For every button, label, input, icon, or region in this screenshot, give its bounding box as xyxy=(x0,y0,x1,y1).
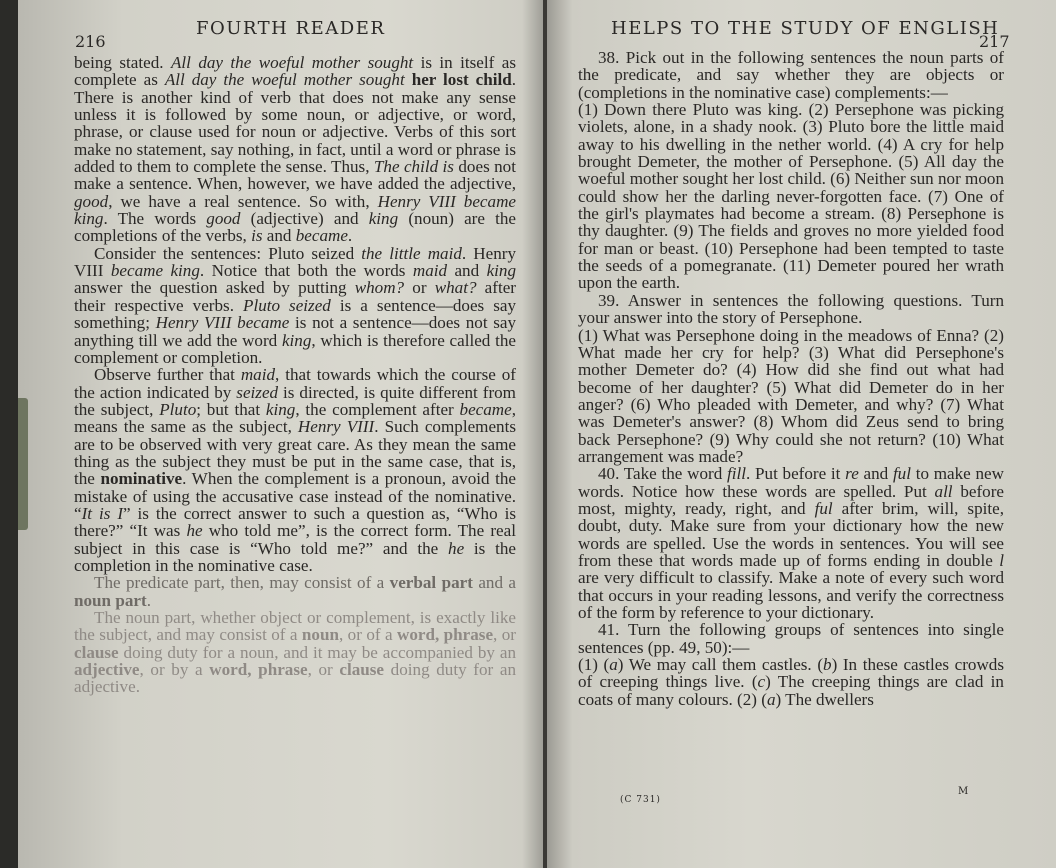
exercise-38: 38. Pick out in the following sentences the noun parts of the predicate, and say whether they are objects or (completions in the nominative case) complements:— xyxy=(578,48,1004,102)
left-paragraph-3: Observe further that maid, that towards which the course of the action indicated by seized is directed, is quite different from the subject, Pluto; but that king, the complement after became, means the same as the subject, Henry VIII. Such complements are to be observed with very great care. As they mean the same thing as the subject they must be put in the same case, that is, the nominative. When the complement is a pronoun, avoid the mistake of using the accusative case instead of the nominative. “It is I” is the correct answer to such a question as, “Who is there?” “It was he who told me”, is the correct form. The real subject in this case is “Who told me?” and the he is the completion in the nominative case. xyxy=(74,365,517,575)
exercise-41-sentences: (1) (a) We may call them castles. (b) In these castles crowds of creeping things live. (c) The creeping things are clad in coats of many colours. (2) (a) The dwellers xyxy=(578,655,1004,709)
left-paragraph-4: The predicate part, then, may consist of a verbal part and a noun part. xyxy=(74,573,516,610)
printer-signature: (C 731) xyxy=(620,795,661,805)
exercise-39: 39. Answer in sentences the following questions. Turn your answer into the story of Persephone. xyxy=(578,290,1004,328)
right-page xyxy=(547,0,1056,868)
left-paragraph-2: Consider the sentences: Pluto seized the little maid. Henry VIII became king. Notice that both the words maid and king answer the question asked by putting whom? or what? after their respective verbs. Pluto seized is a sentence—does say something; Henry VIII became is not a sentence—does not say anything till we add the word king, which is therefore called the complement or completion. xyxy=(74,243,517,367)
book-tab-marker xyxy=(18,398,28,530)
exercise-38-sentences: (1) Down there Pluto was king. (2) Persephone was picking violets, alone, in a shady nook. (3) Pluto bore the little maid away to his dwelling in the nether world. (4) A cry for help brought Demeter, the mother of Persephone. (5) All day the woeful mother sought her lost child. (6) Neither sun nor moon could show her the darling never-forgotten face. (7) One of the girl's playmates had become a stream. (8) Persephone is thy daughter. (9) The fields and groves no more yielded food for man or beast. (10) Persephone had been tempted to taste the seeds of a pomegranate. (11) Demeter poured her wrath upon the earth. xyxy=(578,100,1004,293)
right-running-head: HELPS TO THE STUDY OF ENGLISH xyxy=(611,18,1000,39)
exercise-41: 41. Turn the following groups of sentences into single sentences (pp. 49, 50):— xyxy=(578,620,1004,657)
left-body-text xyxy=(74,54,516,696)
right-body-text xyxy=(578,49,1004,708)
left-running-head: FOURTH READER xyxy=(196,18,386,39)
exercise-39-questions: (1) What was Persephone doing in the meadows of Enna? (2) What made her cry for help? (3) What did Persephone's mother Demeter do? (4) How did she find out what had become of her daughter? (5) What did Demeter do in her anger? (6) Who pleaded with Demeter, and why? (7) What was Demeter's answer? (8) Whom did Zeus send to bring back Persephone? (9) Why could she not return? (10) What arrangement was made? xyxy=(578,325,1004,466)
left-paragraph-5: The noun part, whether object or complement, is exactly like the subject, and may consist of a noun, or of a word, phrase, or clause doing duty for a noun, and it may be accompanied by an adjective, or by a word, phrase, or clause doing duty for an adjective. xyxy=(74,608,517,697)
sheet-mark: M xyxy=(958,786,969,797)
right-page-number: 217 xyxy=(979,32,1010,51)
left-page-number: 216 xyxy=(75,32,106,51)
left-page xyxy=(18,0,543,868)
exercise-40: 40. Take the word fill. Put before it re and ful to make new words. Notice how these words are spelled. Put all before most, mighty, ready, right, and ful after brim, will, spite, doubt, duty. Make sure from your dictionary how the new words are spelled. Use the words in sentences. You will see from these that words made up of forms ending in double l are very difficult to classify. Make a note of every such word that occurs in your reading lessons, and verify the correctness of the form by reference to your dictionary. xyxy=(578,464,1004,622)
left-paragraph-1: being stated. All day the woeful mother sought is in itself as complete as All day the woeful mother sought her lost child. There is another kind of verb that does not make any sense unless it is followed by some noun, or adjective, or word, phrase, or clause used for noun or adjective. Verbs of this sort make no statement, say nothing, in fact, until a word or phrase is added to them to complete the sense. Thus, The child is does not make a sentence. When, however, we have added the adjective, good, we have a real sentence. So with, Henry VIII became king. The words good (adjective) and king (noun) are the completions of the verbs, is and became. xyxy=(74,53,517,246)
